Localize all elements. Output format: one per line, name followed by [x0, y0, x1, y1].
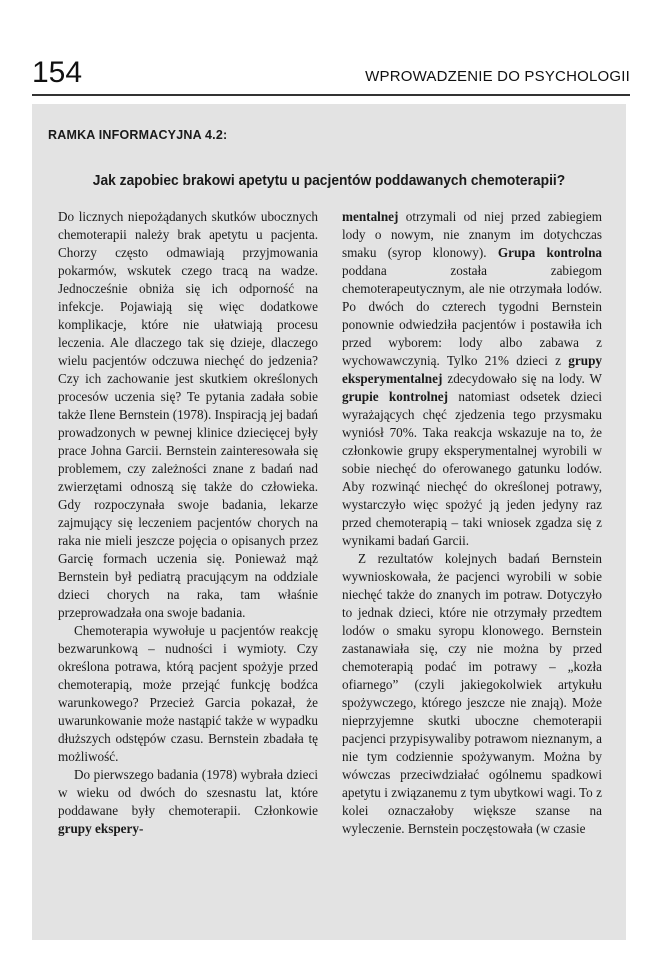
running-title: WPROWADZENIE DO PSYCHOLOGII: [365, 68, 630, 85]
term-control-group: Grupa kontrolna: [497, 245, 602, 260]
right-p1-text-c: zdecydowało się na lody. W: [442, 371, 602, 386]
left-paragraph-1: Do licznych niepożądanych skutków ubocznych chemoterapii należy brak apetytu u pacjenta. Chorzy często odmawiają przyjmowania pokarmów, wskutek czego tracą na wadze. Jednocześnie obniża się ich odporność na infekcje. Pojawiają się więc dodatkowe komplikacje, które nie ułatwiają procesu leczenia. Ale dlaczego tak się dzieje, dlaczego wielu pacjentów odczuwa niechęć do jedzenia? Czy ich zachowanie jest skutkiem określonych procesów uczenia się? Te pytania zadała sobie także Ilene Bernstein (1978). Inspiracją jej badań prowadzonych w pewnej klinice dziecięcej były prace Johna Garcii. Bernstein zainteresowała się problemem, czy zależności znane z badań nad zwierzętami odnoszą się także do człowieka. Gdy rozpoczynała swoje badania, lekarze zajmujący się leczeniem pacjentów chorych na raka nie mieli jeszcze pojęcia o opisanych przez Garcię formach uczenia się. Ponieważ mąż Bernstein był pediatrą pracującym na oddziale dzieci chorych na raka, tam właśnie przeprowadzała ona swoje badania.: [58, 209, 318, 620]
left-column: [58, 208, 318, 838]
term-experimental-group-2: grupy eksperymentalnej: [342, 353, 602, 386]
right-paragraph-2: Z rezultatów kolejnych badań Bernstein wywnioskowała, że pacjenci wyrobili w sobie niechęć także do znanych im potraw. Dotyczyło to jednak dzieci, które nie otrzymały przedtem lodów o smaku syropu klonowego. Bernstein zastanawiała się, czy nie można by przed chemoterapią podać im potrawy – „kozła ofiarnego” (czyli jakiegokolwiek artykułu spożywczego, którego jeszcze nie znają). Może nieprzyjemne skutki uboczne chemoterapii pacjenci przypisywaliby potrawom nieznanym, a nie tym codziennie spożywanym. Można by wówczas przeciwdziałać ogólnemu spadkowi apetytu i związanemu z tym ubytkowi wagi. To z kolei oznaczałoby większe szanse na wyleczenie. Bernstein poczęstowała (w czasie: [342, 551, 602, 836]
info-box-title: Jak zapobiec brakowi apetytu u pacjentów poddawanych chemoterapii?: [92, 172, 566, 189]
header-rule: [32, 94, 630, 96]
term-experimental-group-cont: mentalnej: [342, 209, 399, 224]
right-column: [342, 208, 602, 838]
info-box-label: RAMKA INFORMACYJNA 4.2:: [48, 128, 228, 142]
right-p1-text-d: natomiast odsetek dzieci wyrażających chęć zjedzenia tego przysmaku wyniósł 70%. Taka reakcja wskazuje na to, że członkowie grupy eksperymentalnej wyrobili w sobie niechęć do oferowanego gatunku lodów. Aby rozwinąć niechęć do określonej potrawy, wystarczyło więc spożyć ją jeden jedyny raz przed chemoterapią – taki wniosek zgadza się z wynikami badań Garcii.: [342, 389, 602, 548]
term-experimental-group: grupy ekspery-: [58, 821, 144, 836]
left-paragraph-3: [58, 766, 318, 838]
right-paragraph-1: [342, 208, 602, 550]
right-p1-text-a: otrzymali od niej przed zabiegiem lody o nowym, nie znanym im dotychczas smaku (syrop klonowy).: [342, 209, 602, 260]
right-p1-text-b: poddana została zabiegom chemoterapeutycznym, ale nie otrzymała lodów. Po dwóch do czterech tygodni Bernstein ponownie odwiedziła pacjentów i postawiła ich przed wyborem: lody albo zabawa z wychowawczynią. Tylko 21% dzieci z: [342, 263, 602, 368]
left-paragraph-2: Chemoterapia wywołuje u pacjentów reakcję bezwarunkową – nudności i wymioty. Czy określona potrawa, którą pacjent spożyje przed chemoterapią, może przejąć funkcję bodźca warunkowego? Przecież Garcia pokazał, że uwarunkowanie może nastąpić także w wypadku dłuższych odstępów czasu. Bernstein zbadała tę możliwość.: [58, 623, 318, 764]
term-control-group-2: grupie kontrolnej: [342, 389, 449, 404]
page-number: 154: [32, 56, 83, 89]
left-p3-text: Do pierwszego badania (1978) wybrała dzieci w wieku od dwóch do szesnastu lat, które poddawane były chemoterapii. Członkowie: [58, 767, 318, 818]
